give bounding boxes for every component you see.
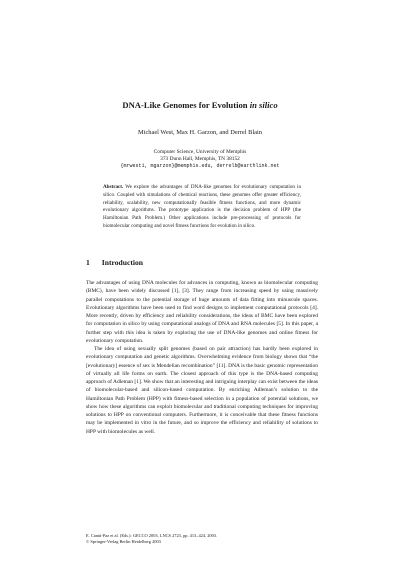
title-main: DNA-Like Genomes for Evolution (122, 100, 250, 110)
affiliation-dept: Computer Science, University of Memphis (153, 149, 247, 155)
footnote-line-2: © Springer-Verlag Berlin Heidelberg 2003 (86, 539, 161, 545)
abstract-text: We explore the advantages of DNA-like genomes for evolutionary computation in silico. Coupled with simulations of chemical reactions, these genomes offer greater efficiency, reliability, scalability, new computationally feasible fitness functions, and more dynamic evolutionary algorithms. The prototype application is the decision problem of HPP (the Hamiltonian Path Problem.) Other applications include pre-processing of protocols for biomolecular computing and novel fitness functions for evolution in silico. (103, 184, 301, 229)
title-italic: in silico (249, 100, 278, 110)
body-text (86, 279, 318, 436)
affiliation (0, 149, 400, 170)
section-number: 1 (86, 258, 90, 267)
abstract-label: Abstract. (103, 184, 124, 190)
paper-title (0, 100, 400, 111)
footnote-line-1: E. Cantú-Paz et al. (Eds.): GECCO 2003, LNCS 2723, pp. 413–424, 2003. (86, 533, 218, 538)
section-heading (86, 258, 326, 268)
affiliation-emails: {mrwest1, mgarzon}@memphis.edu, derrelb@earthlink.net (120, 163, 280, 169)
affiliation-address: 373 Dunn Hall, Memphis, TN 38152 (160, 156, 240, 162)
paragraph: The idea of using sexually split genomes (based on pair attraction) has hardly been explored in evolutionary computation and genetic algorithms. Overwhelming evidence from biology shows that “the [evolutionary] essence of sex is Mendelian recombination” [11]. DNA is the basic genomic representation of virtually all life forms on earth. The closest approach of this type is the DNA-based computing approach of Adleman [1]. We show that an interesting and intriguing interplay can exist between the ideas of biomolecular-based and silicon-based computation. By enriching Adleman’s solution to the Hamiltonian Path Problem (HPP) with fitness-based selection in a population of potential solutions, we show how these algorithms can exploit biomolecular and traditional computing techniques for improving solutions to HPP on conventional computers. Furthermore, it is conceivable that these fitness functions may be implemented in vitro in the future, and so improve the efficiency and reliability of solutions to HPP with biomolecules as well. (86, 346, 318, 435)
abstract (103, 184, 301, 231)
author-list: Michael West, Max H. Garzon, and Derrel Blain (138, 129, 262, 136)
copyright-footnote (86, 533, 318, 545)
paragraph: The advantages of using DNA molecules for advances in computing, known as biomolecular computing (BMC), have been widely discussed [1], [3]. They range from increasing speed by using massively parallel computations to the potential storage of huge amounts of data fitting into minuscule spaces. Evolutionary algorithms have been used to find word designs to implement computational protocols [4]. More recently, driven by efficiency and reliability considerations, the ideas of BMC have been explored for computation in silico by using computational analogs of DNA and RNA molecules [5]. In this paper, a further step with this idea is taken by exploring the use of DNA-like genomes and online fitness for evolutionary computation. (86, 280, 318, 344)
section-title: Introduction (101, 258, 144, 267)
